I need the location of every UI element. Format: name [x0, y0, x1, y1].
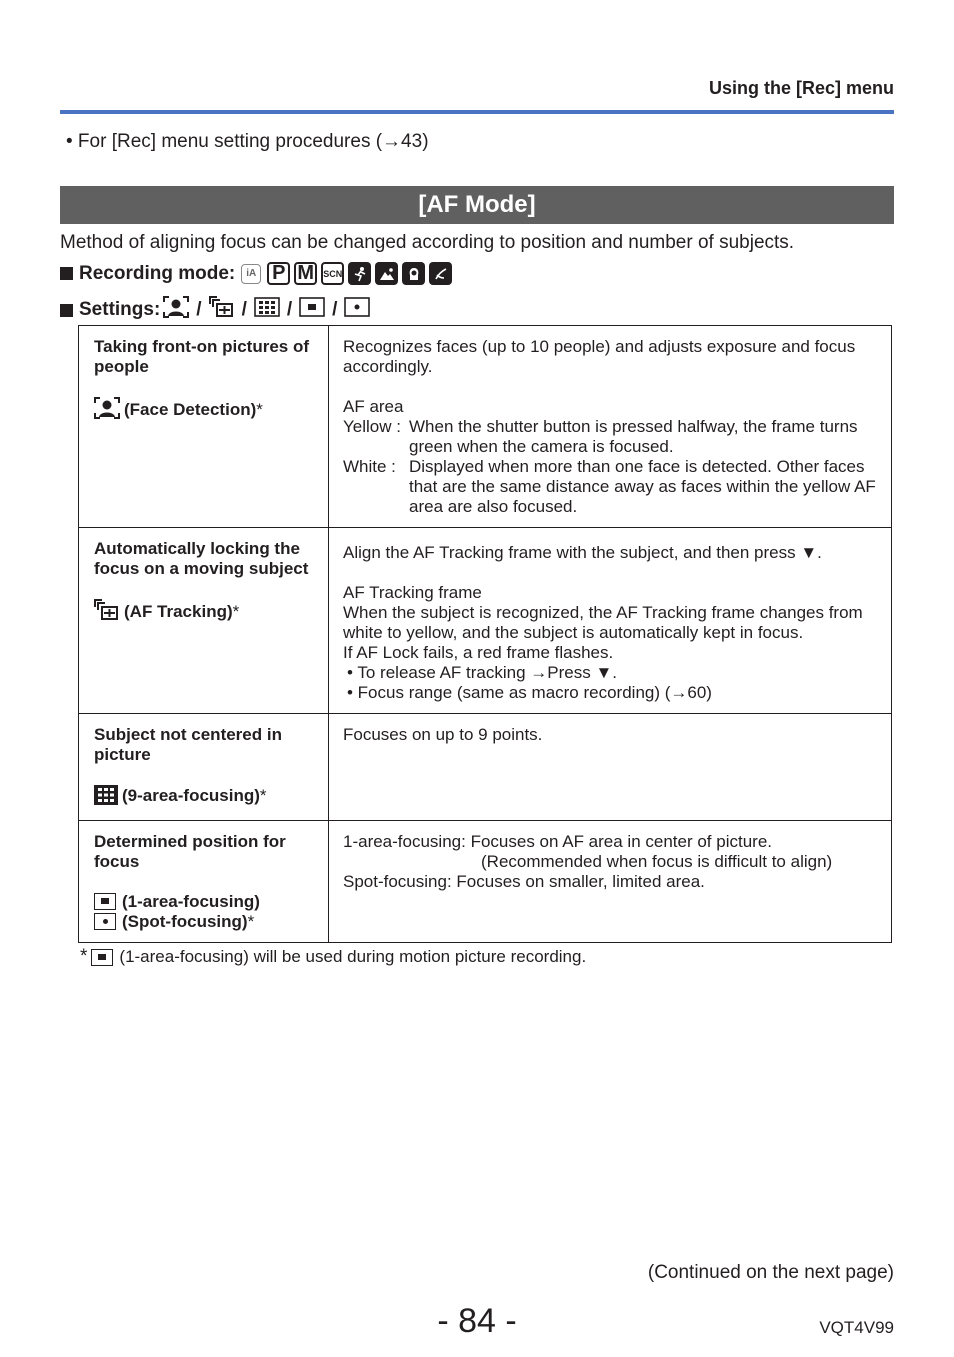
row-detail-cell: [329, 714, 892, 821]
entry-text: Displayed when more than one face is detected. Other faces that are the same distance away as faces within the yellow AF area are also focused.: [409, 457, 876, 516]
detail-bullet: • To release AF tracking →Press ▼.: [347, 663, 618, 682]
spot-icon: [344, 297, 370, 323]
footnote-text: (1-area-focusing) will be used during motion picture recording.: [119, 947, 587, 966]
mode-name: [94, 785, 318, 810]
row-description: Subject not centered in picture: [94, 725, 282, 764]
intro-text: Method of aligning focus can be changed according to position and number of subjects.: [60, 232, 795, 253]
row-label-cell: [79, 326, 329, 528]
table-row: [79, 821, 892, 943]
settings-label: Settings:: [79, 299, 161, 320]
settings-line: [60, 296, 373, 324]
mode-label: (1-area-focusing): [122, 892, 260, 911]
asterisk: *: [256, 400, 263, 419]
table-row: [79, 528, 892, 714]
row-label-cell: [79, 714, 329, 821]
header-rule: [60, 110, 894, 114]
detail-text: If AF Lock fails, a red frame flashes.: [343, 643, 614, 662]
recording-mode-line: [60, 262, 456, 285]
section-title: [AF Mode]: [60, 186, 894, 224]
row-label-cell: [79, 528, 329, 714]
detail-text: (Recommended when focus is difficult to align): [481, 852, 833, 871]
table-row: [79, 326, 892, 528]
row-description: Determined position for focus: [94, 832, 286, 871]
table-row: [79, 714, 892, 821]
af-mode-table: [78, 325, 892, 943]
nine-area-icon: [254, 297, 280, 323]
face-detection-icon: [94, 397, 120, 424]
mode-label: (AF Tracking): [124, 602, 233, 621]
scene-icon: SCN: [321, 262, 344, 285]
settings-separator: /: [286, 299, 293, 320]
row-detail-cell: [329, 326, 892, 528]
settings-separator: /: [241, 299, 247, 320]
page-header-title: Using the [Rec] menu: [708, 78, 894, 98]
footnote: [80, 946, 586, 968]
row-label-cell: [79, 821, 329, 943]
asterisk: *: [232, 602, 240, 621]
sports-icon: [348, 262, 371, 285]
settings-separator: /: [332, 299, 338, 320]
detail-text: Align the AF Tracking frame with the subject, and then press ▼.: [343, 543, 822, 562]
page-number: - 84 -: [437, 1302, 517, 1340]
row-description: Taking front-on pictures of people: [94, 337, 310, 376]
mode-label: (9-area-focusing): [122, 786, 260, 805]
row-detail-cell: [329, 821, 892, 943]
mode-name: [94, 599, 318, 626]
detail-text: 1-area-focusing: Focuses on AF area in center of picture.: [343, 832, 773, 851]
one-area-icon: [91, 949, 113, 966]
detail-text: Focuses on up to 9 points.: [343, 725, 543, 744]
mode-name: [94, 397, 318, 424]
bullet-square-icon: [60, 267, 73, 280]
row-detail-cell: [329, 528, 892, 714]
spot-icon: [94, 913, 116, 930]
bullet-square-icon: [60, 304, 73, 317]
row-description: Automatically locking the focus on a moving subject: [94, 539, 309, 578]
nine-area-icon: [94, 785, 118, 810]
mode-name: [94, 912, 318, 932]
creative-icon: [429, 262, 452, 285]
entry-key: Yellow :: [343, 417, 401, 436]
document-code: VQT4V99: [819, 1318, 894, 1337]
scenery-icon: [375, 262, 398, 285]
one-area-icon: [299, 297, 325, 323]
white-entry: [343, 457, 877, 517]
manual-icon: M: [294, 262, 317, 285]
recording-mode-label: Recording mode:: [79, 262, 236, 284]
portrait-icon: [402, 262, 425, 285]
face-detection-icon: [163, 296, 189, 324]
mode-name: [94, 892, 318, 912]
footnote-marker: *: [80, 946, 88, 967]
reference-note: • For [Rec] menu setting procedures (→43): [66, 131, 429, 152]
program-ae-icon: P: [267, 262, 290, 285]
asterisk: *: [259, 786, 267, 805]
af-tracking-icon: [94, 599, 120, 626]
settings-separator: /: [196, 299, 202, 320]
detail-bullet: • Focus range (same as macro recording) (→60): [347, 683, 712, 702]
detail-text: AF Tracking frame: [343, 583, 482, 602]
intelligent-auto-icon: iA: [241, 264, 261, 284]
detail-text: AF area: [343, 397, 404, 416]
yellow-entry: [343, 417, 877, 457]
entry-key: White :: [343, 457, 396, 476]
detail-text: Spot-focusing: Focuses on smaller, limited area.: [343, 872, 705, 891]
detail-text: When the subject is recognized, the AF Tracking frame changes from white to yellow, and the subject is automatically kept in focus.: [343, 603, 863, 642]
asterisk: *: [247, 912, 255, 931]
continued-note: (Continued on the next page): [647, 1262, 894, 1283]
one-area-icon: [94, 893, 116, 910]
entry-text: When the shutter button is pressed halfway, the frame turns green when the camera is focused.: [409, 417, 858, 456]
mode-label: (Face Detection): [124, 400, 257, 419]
af-tracking-icon: [209, 296, 235, 324]
detail-text: Recognizes faces (up to 10 people) and adjusts exposure and focus accordingly.: [343, 337, 856, 376]
mode-label: (Spot-focusing): [122, 912, 248, 931]
